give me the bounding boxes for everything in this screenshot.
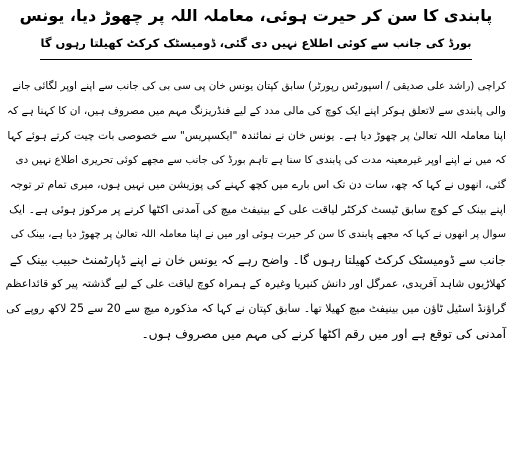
body-line: کراچی (راشد علی صدیقی / اسپورٹس رپورٹر) سابق کپتان یونس خان پی سی بی کی جانب سے اپنے اوپر لگائی جانے [12,80,506,92]
subheadline-block [40,29,472,60]
body-line: جانب سے ڈومیسٹک کرکٹ کھیلتا رہوں گا۔ واضح رہے کہ یونس خان نے اپنے ڈپارٹمنٹ حبیب بینک کے [9,252,506,267]
body-line: والی پابندی سے لاتعلق ہوکر اپنے ایک کوچ کی مالی مدد کے لیے فنڈریزنگ مہم میں مصروف ہیں، ان کا کہنا ہے کہ [7,104,506,117]
headline: پابندی کا سن کر حیرت ہوئی، معاملہ اللہ پر چھوڑ دیا، یونس [19,6,493,25]
body-line: گئی، انھوں نے کہا کہ چھ، سات دن تک اس بارے میں کچھ کہنے کی پوزیشن میں نہیں ہوں، میری تمام تر توجہ [10,178,506,192]
body-line: اپنا معاملہ اللہ تعالیٰ پر چھوڑ دیا ہے۔ یونس خان نے نمائندہ "ایکسپریس" سے خصوصی بات چیت کرتے ہوئے کہا [7,128,506,142]
body-line: کہ میں نے اپنے اوپر غیرمعینہ مدت کی پابندی کا سنا ہے تاہم بورڈ کی جانب سے مجھے کوئی تحریری اطلاع نہیں دی [15,154,506,167]
article-body [6,74,506,347]
body-line: کھلاڑیوں شاہد آفریدی، عمرگل اور دانش کنیریا وغیرہ کے ہمراہ کوچ لیاقت علی کے لیے گذشتہ پیر کو قائداعظم [5,277,506,291]
body-line: آمدنی کی توقع ہے اور میں رقم اکٹھا کرنے کی مہم میں مصروف ہوں۔ [141,326,506,341]
subheadline: بورڈ کی جانب سے کوئی اطلاع نہیں دی گئی، ڈومیسٹک کرکٹ کھیلتا رہوں گا [40,36,472,50]
body-line: سوال پر انھوں نے کہا کہ مجھے پابندی کا سن کر حیرت ہوئی اور میں نے اپنا معاملہ اللہ تعالیٰ پر چھوڑ دیا ہے، بینک کی [10,228,506,240]
body-line: اپنے بینک کے کوچ سابق ٹیسٹ کرکٹر لیاقت علی کے بینیفٹ میچ کی آمدنی اکٹھا کرنے پر مرکوز ہوئی ہے۔ ایک [9,202,506,216]
body-line: گراؤنڈ اسٹیل ٹاؤن میں بینیفٹ میچ کھیلا تھا۔ سابق کپتان نے کہا کہ مذکورہ میچ سے 20 سے 25 لاکھ روپے کی [6,302,506,316]
headline-block [6,2,506,60]
